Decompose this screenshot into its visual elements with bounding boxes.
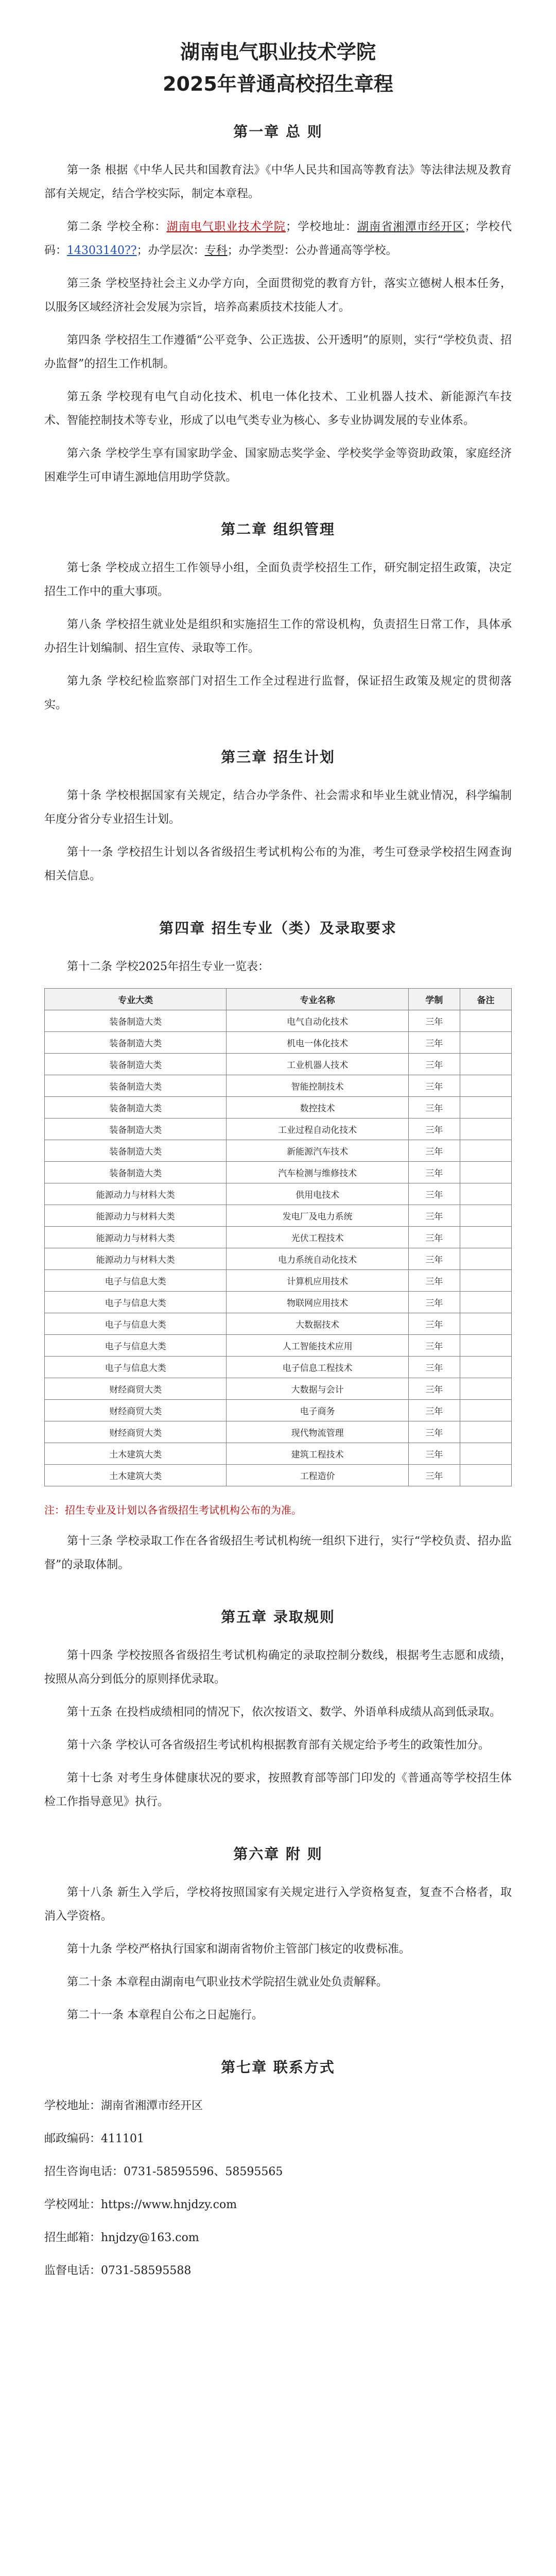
chapter-1-title: 第一章 总 则 — [233, 123, 323, 140]
table-cell: 装备制造大类 — [45, 1140, 227, 1162]
article-13: 第十三条 学校录取工作在各省级招生考试机构统一组织下进行，实行“学校负责、招办监督”的录取体制。 — [44, 1535, 512, 1571]
contact-line: 邮政编码：411101 — [44, 2132, 144, 2145]
article-14: 第十四条 学校按照各省级招生考试机构确定的录取控制分数线，根据考生志愿和成绩，按照从高分到低分的原则择优录取。 — [44, 1649, 512, 1686]
contact-line: 学校网址：https://www.hnjdzy.com — [44, 2198, 237, 2211]
table-header: 学制 — [408, 989, 460, 1010]
table-row — [45, 1313, 512, 1335]
table-cell — [460, 1010, 511, 1032]
school-address: 湖南省湘潭市经开区 — [357, 221, 465, 233]
table-cell: 土木建筑大类 — [45, 1443, 227, 1465]
table-cell — [460, 1227, 511, 1248]
table-cell: 电子与信息大类 — [45, 1313, 227, 1335]
table-cell: 三年 — [408, 1118, 460, 1140]
table-row — [45, 1205, 512, 1227]
table-cell: 三年 — [408, 1378, 460, 1400]
table-row — [45, 1248, 512, 1270]
table-cell: 三年 — [408, 1292, 460, 1313]
chapter-7-title: 第七章 联系方式 — [221, 2059, 335, 2076]
table-row — [45, 1292, 512, 1313]
table-cell: 三年 — [408, 1465, 460, 1486]
table-cell: 工程造价 — [227, 1465, 408, 1486]
table-cell: 三年 — [408, 1421, 460, 1443]
table-cell: 装备制造大类 — [45, 1010, 227, 1032]
article-11: 第十一条 学校招生计划以各省级招生考试机构公布的为准，考生可登录学校招生网查询相关信息。 — [44, 846, 512, 883]
table-cell: 三年 — [408, 1183, 460, 1205]
table-row — [45, 1183, 512, 1205]
table-note: 注：招生专业及计划以各省级招生考试机构公布的为准。 — [44, 1504, 302, 1516]
table-row — [45, 1400, 512, 1421]
table-cell: 三年 — [408, 1357, 460, 1378]
table-cell — [460, 1205, 511, 1227]
table-cell: 三年 — [408, 1075, 460, 1097]
article-1: 第一条 根据《中华人民共和国教育法》《中华人民共和国高等教育法》等法律法规及教育部有关规定，结合学校实际，制定本章程。 — [44, 164, 512, 200]
table-row — [45, 1032, 512, 1054]
table-cell: 三年 — [408, 1162, 460, 1183]
table-header: 专业大类 — [45, 989, 227, 1010]
table-row — [45, 1054, 512, 1075]
school-name-title: 湖南电气职业技术学院 — [180, 41, 376, 63]
table-cell: 三年 — [408, 1097, 460, 1118]
table-header: 专业名称 — [227, 989, 408, 1010]
table-cell — [460, 1075, 511, 1097]
article-5: 第五条 学校现有电气自动化技术、机电一体化技术、工业机器人技术、新能源汽车技术、智能控制技术等专业，形成了以电气类专业为核心、多专业协调发展的专业体系。 — [44, 391, 512, 427]
school-level: 专科 — [204, 244, 228, 257]
table-cell: 工业过程自动化技术 — [227, 1118, 408, 1140]
table-cell: 三年 — [408, 1443, 460, 1465]
table-cell: 光伏工程技术 — [227, 1227, 408, 1248]
article-16: 第十六条 学校认可各省级招生考试机构根据教育部有关规定给予考生的政策性加分。 — [67, 1739, 490, 1752]
table-cell: 能源动力与材料大类 — [45, 1227, 227, 1248]
table-cell: 能源动力与材料大类 — [45, 1205, 227, 1227]
table-cell — [460, 1054, 511, 1075]
table-cell: 建筑工程技术 — [227, 1443, 408, 1465]
table-cell: 物联网应用技术 — [227, 1292, 408, 1313]
table-cell — [460, 1292, 511, 1313]
table-cell: 三年 — [408, 1400, 460, 1421]
table-cell: 供用电技术 — [227, 1183, 408, 1205]
article-17: 第十七条 对考生身体健康状况的要求，按照教育部等部门印发的《普通高等学校招生体检工作指导意见》执行。 — [44, 1772, 512, 1808]
table-cell: 三年 — [408, 1248, 460, 1270]
table-cell: 财经商贸大类 — [45, 1421, 227, 1443]
table-cell: 装备制造大类 — [45, 1118, 227, 1140]
table-cell: 三年 — [408, 1205, 460, 1227]
charter-title: 2025年普通高校招生章程 — [163, 73, 393, 95]
table-row — [45, 1075, 512, 1097]
table-cell — [460, 1270, 511, 1292]
table-cell: 机电一体化技术 — [227, 1032, 408, 1054]
table-row — [45, 1465, 512, 1486]
school-full-name: 湖南电气职业技术学院 — [166, 221, 286, 233]
table-cell — [460, 1335, 511, 1357]
table-cell — [460, 1162, 511, 1183]
table-row — [45, 1118, 512, 1140]
table-row — [45, 1357, 512, 1378]
article-6: 第六条 学校学生享有国家助学金、国家励志奖学金、学校奖学金等资助政策，家庭经济困难学生可申请生源地信用助学贷款。 — [44, 447, 512, 484]
table-row — [45, 1378, 512, 1400]
table-cell — [460, 1248, 511, 1270]
table-cell: 数控技术 — [227, 1097, 408, 1118]
table-cell: 财经商贸大类 — [45, 1400, 227, 1421]
chapter-3-title: 第三章 招生计划 — [221, 749, 335, 766]
table-cell: 三年 — [408, 1313, 460, 1335]
table-cell: 三年 — [408, 1054, 460, 1075]
table-cell: 电力系统自动化技术 — [227, 1248, 408, 1270]
table-cell — [460, 1183, 511, 1205]
table-row — [45, 1443, 512, 1465]
table-cell — [460, 1443, 511, 1465]
table-cell: 装备制造大类 — [45, 1075, 227, 1097]
table-cell — [460, 1400, 511, 1421]
article-9: 第九条 学校纪检监察部门对招生工作全过程进行监督，保证招生政策及规定的贯彻落实。 — [44, 675, 512, 711]
article-21: 第二十一条 本章程自公布之日起施行。 — [67, 2009, 263, 2022]
table-cell: 电子与信息大类 — [45, 1357, 227, 1378]
contact-line: 学校地址：湖南省湘潭市经开区 — [44, 2099, 203, 2112]
table-cell: 大数据技术 — [227, 1313, 408, 1335]
article-19: 第十九条 学校严格执行国家和湖南省物价主管部门核定的收费标准。 — [67, 1943, 410, 1956]
chapter-4-title: 第四章 招生专业（类）及录取要求 — [159, 920, 397, 937]
table-row — [45, 1140, 512, 1162]
table-cell — [460, 1378, 511, 1400]
table-cell: 工业机器人技术 — [227, 1054, 408, 1075]
article-7: 第七条 学校成立招生工作领导小组，全面负责学校招生工作，研究制定招生政策，决定招生工作中的重大事项。 — [44, 562, 512, 598]
contact-block — [44, 2094, 512, 2283]
table-cell: 电子与信息大类 — [45, 1270, 227, 1292]
table-cell: 三年 — [408, 1010, 460, 1032]
school-code: 14303140?? — [67, 244, 137, 257]
table-cell: 电气自动化技术 — [227, 1010, 408, 1032]
article-20: 第二十条 本章程由湖南电气职业技术学院招生就业处负责解释。 — [67, 1976, 388, 1989]
article-8: 第八条 学校招生就业处是组织和实施招生工作的常设机构，负责招生日常工作，具体承办招生计划编制、招生宣传、录取等工作。 — [44, 618, 512, 655]
table-cell — [460, 1140, 511, 1162]
article-2: 第二条 学校全称：湖南电气职业技术学院；学校地址：湖南省湘潭市经开区；学校代码：14303140??；办学层次：专科；办学类型：公办普通高等学校。 — [44, 221, 512, 257]
table-cell: 新能源汽车技术 — [227, 1140, 408, 1162]
table-cell: 电子商务 — [227, 1400, 408, 1421]
article-10: 第十条 学校根据国家有关规定，结合办学条件、社会需求和毕业生就业情况，科学编制年度分省分专业招生计划。 — [44, 789, 512, 826]
contact-line: 监督电话：0731-58595588 — [44, 2264, 192, 2277]
table-cell: 能源动力与材料大类 — [45, 1183, 227, 1205]
article-12: 第十二条 学校2025年招生专业一览表： — [67, 960, 269, 973]
table-row — [45, 1335, 512, 1357]
table-cell: 大数据与会计 — [227, 1378, 408, 1400]
table-row — [45, 1270, 512, 1292]
table-header-row — [45, 989, 512, 1010]
table-row — [45, 1097, 512, 1118]
table-cell: 三年 — [408, 1270, 460, 1292]
table-cell: 电子与信息大类 — [45, 1292, 227, 1313]
table-row — [45, 1227, 512, 1248]
table-cell — [460, 1118, 511, 1140]
table-cell — [460, 1032, 511, 1054]
table-cell: 智能控制技术 — [227, 1075, 408, 1097]
page-title — [44, 36, 512, 100]
contact-line: 招生咨询电话：0731-58595596、58595565 — [44, 2165, 283, 2178]
article-3: 第三条 学校坚持社会主义办学方向，全面贯彻党的教育方针，落实立德树人根本任务，以服务区域经济社会发展为宗旨，培养高素质技术技能人才。 — [44, 277, 512, 314]
table-cell — [460, 1421, 511, 1443]
table-cell: 发电厂及电力系统 — [227, 1205, 408, 1227]
table-cell: 三年 — [408, 1227, 460, 1248]
table-cell — [460, 1313, 511, 1335]
table-cell: 装备制造大类 — [45, 1054, 227, 1075]
table-cell: 土木建筑大类 — [45, 1465, 227, 1486]
table-cell: 装备制造大类 — [45, 1032, 227, 1054]
table-cell: 装备制造大类 — [45, 1097, 227, 1118]
contact-line: 招生邮箱：hnjdzy@163.com — [44, 2231, 199, 2244]
table-cell: 能源动力与材料大类 — [45, 1248, 227, 1270]
table-cell: 汽车检测与维修技术 — [227, 1162, 408, 1183]
table-cell: 三年 — [408, 1335, 460, 1357]
major-table — [44, 988, 512, 1486]
table-cell — [460, 1465, 511, 1486]
table-cell: 电子信息工程技术 — [227, 1357, 408, 1378]
chapter-2-title: 第二章 组织管理 — [221, 521, 335, 538]
table-header: 备注 — [460, 989, 511, 1010]
table-cell — [460, 1357, 511, 1378]
chapter-6-title: 第六章 附 则 — [233, 1845, 323, 1862]
table-cell: 装备制造大类 — [45, 1162, 227, 1183]
table-cell: 现代物流管理 — [227, 1421, 408, 1443]
table-cell: 财经商贸大类 — [45, 1378, 227, 1400]
table-cell: 三年 — [408, 1140, 460, 1162]
table-cell: 三年 — [408, 1032, 460, 1054]
article-18: 第十八条 新生入学后，学校将按照国家有关规定进行入学资格复查，复查不合格者，取消入学资格。 — [44, 1886, 512, 1923]
table-row — [45, 1162, 512, 1183]
article-15: 第十五条 在投档成绩相同的情况下，依次按语文、数学、外语单科成绩从高到低录取。 — [67, 1706, 501, 1719]
table-cell — [460, 1097, 511, 1118]
chapter-5-title: 第五章 录取规则 — [221, 1608, 335, 1625]
table-cell: 计算机应用技术 — [227, 1270, 408, 1292]
table-cell: 人工智能技术应用 — [227, 1335, 408, 1357]
table-row — [45, 1421, 512, 1443]
article-4: 第四条 学校招生工作遵循“公平竞争、公正选拔、公开透明”的原则，实行“学校负责、招办监督”的招生工作机制。 — [44, 334, 512, 370]
table-row — [45, 1010, 512, 1032]
table-cell: 电子与信息大类 — [45, 1335, 227, 1357]
